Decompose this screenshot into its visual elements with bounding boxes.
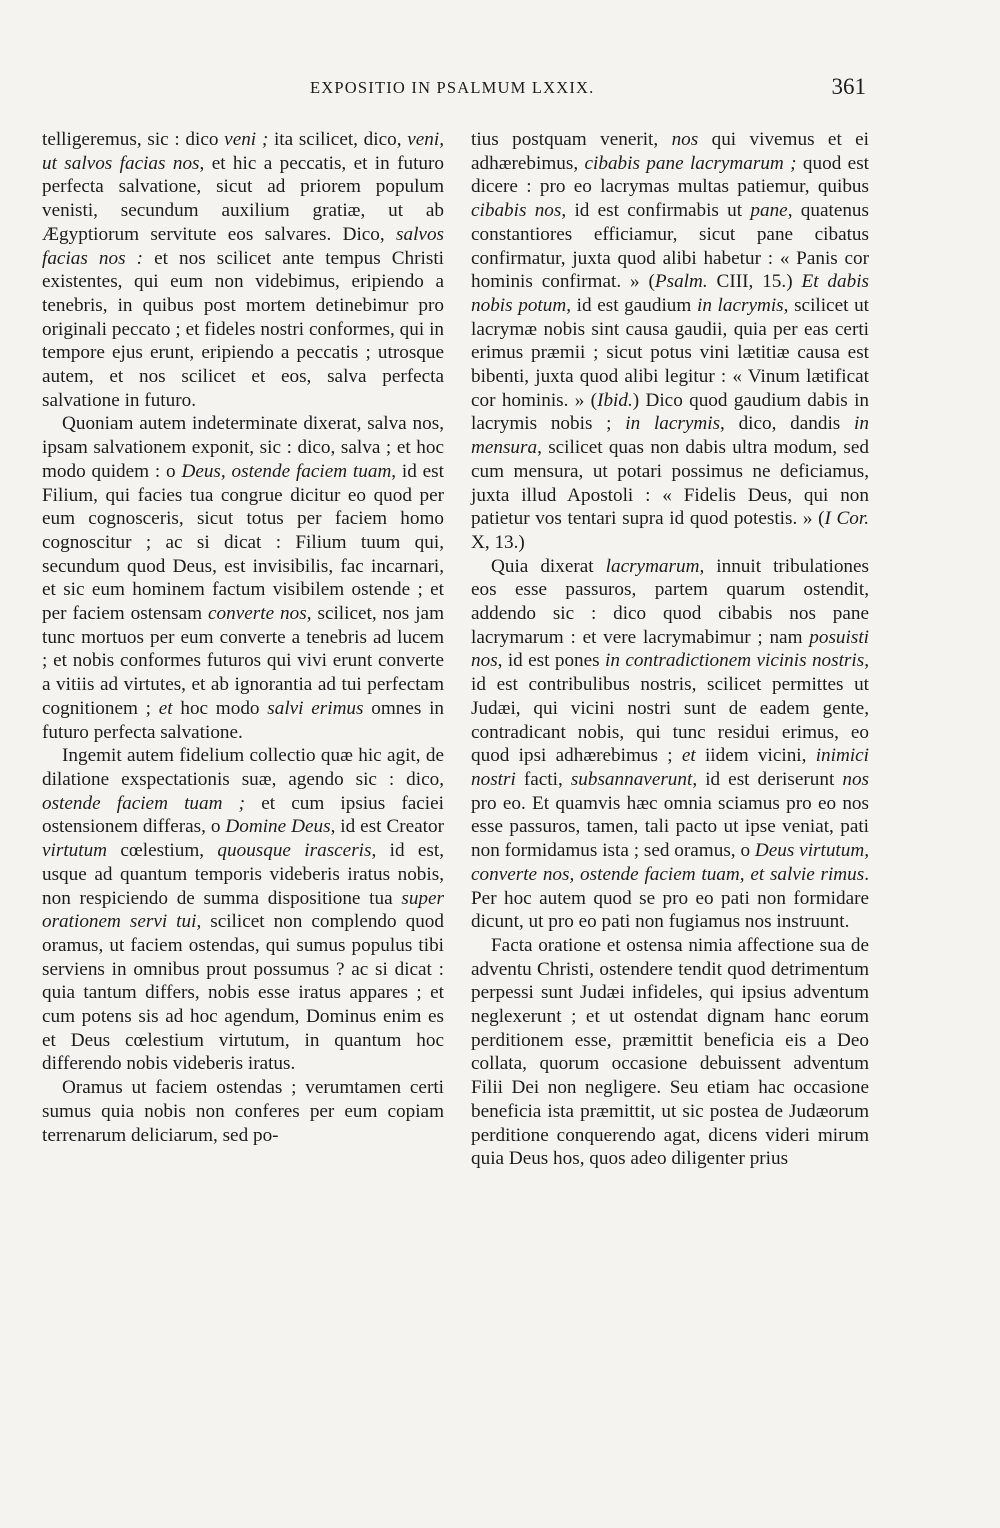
- paragraph: tius postquam venerit, nos qui vivemus et ei adhærebimus, cibabis pane lacrymarum ; quod est dicere : pro eo lacrymas multas patiemur, quibus cibabis nos, id est confirmabis ut pane, quatenus constantiores efficiamur, sicut pane cibatus confirmatur, juxta quod alibi habetur : « Panis cor hominis confirmat. » (Psalm. CIII, 15.) Et dabis nobis potum, id est gaudium in lacrymis, scilicet ut lacrymæ nobis sint causa gaudii, quia per eas certi erimus præmii ; sicut potus vini lætitiæ causa est bibenti, juxta quod alibi legitur : « Vinum lætificat cor hominis. » (Ibid.) Dico quod gaudium dabis in lacrymis nobis ; in lacrymis, dico, dandis in mensura, scilicet quas non dabis ultra modum, sed cum mensura, ut potari possimus ne deficiamus, juxta illud Apostoli : « Fidelis Deus, qui non patietur vos tentari supra id quod potestis. » (I Cor. X, 13.): [471, 129, 870, 553]
- paragraph: Oramus ut faciem ostendas ; verumtamen certi sumus quia nobis non conferes per eum copiam terrenarum deliciarum, sed po-: [42, 1077, 444, 1146]
- paragraph: Quia dixerat lacrymarum, innuit tribulationes eos esse passuros, partem quarum ostendit, addendo sic : dico quod cibabis nos pane lacrymarum : et vere lacrymabimur ; nam posuisti nos, id est pones in contradictionem vicinis nostris, id est contribulibus nostris, scilicet permittes ut Judæi, qui vicini nostri sunt de eadem gente, contradicant nobis, qui tunc residui erimus, eo quod ipsi adhærebimus ; et iidem vicini, inimici nostri facti, subsannaverunt, id est deriserunt nos pro eo. Et quamvis hæc omnia sciamus pro eo nos esse passuros, tamen, tali pacto ut ipse veniat, pati non formidamus ista ; sed oramus, o Deus virtutum, converte nos, ostende faciem tuam, et salvie rimus. Per hoc autem quod se pro eo pati non formidare dicunt, ut pro eo pati non fugiamus nos instruunt.: [471, 555, 869, 933]
- paragraph: telligeremus, sic : dico veni ; ita scilicet, dico, veni, ut salvos facias nos, et hic a peccatis, et in futuro perfecta salvatione, sicut ad priorem populum venisti, secundum auxilium gratiæ, ut ab Ægyptiorum servitute eos salvares. Dico, salvos facias nos : et nos scilicet ante tempus Christi existentes, qui eum non videbimus, eripiendo a tenebris, in quibus post mortem detinebimur pro originali peccato ; et fideles nostri conformes, qui in tempore ejus erunt, eripiendo a peccatis ; utrosque autem, et nos scilicet et eos, salva perfecta salvatione in futuro.: [42, 129, 444, 411]
- running-title: EXPOSITIO IN PSALMUM LXXIX.: [310, 78, 595, 97]
- right-text-column: [471, 128, 869, 1171]
- paragraph: Ingemit autem fidelium collectio quæ hic agit, de dilatione exspectationis suæ, agendo sic : dico, ostende faciem tuam ; et cum ipsius faciei ostensionem differas, o Domine Deus, id est Creator virtutum cœlestium, quousque irasceris, id est, usque ad quantum temporis videberis iratus nobis, non respiciendo de summa dispositione tua super orationem servi tui, scilicet non complendo quod oramus, ut faciem ostendas, qui sumus populus tibi serviens in omnibus prout possumus ? ac si dicat : quia tantum differs, nobis esse iratus appares ; et cum potens sis ad hoc agendum, Dominus enim es et Deus cœlestium virtutum, in quantum hoc differendo nobis videberis iratus.: [42, 745, 445, 1075]
- paragraph: Quoniam autem indeterminate dixerat, salva nos, ipsam salvationem exponit, sic : dico, salva ; et hoc modo quidem : o Deus, ostende faciem tuam, id est Filium, qui facies tua congrue dicitur eo quod per eum cognosceris, sicut totus per faciem homo cognoscitur ; ac si dicat : Filium tuum qui, secundum quod Deus, est invisibilis, fac incarnari, et sic eum hominem factum visibilem ostende ; et per faciem ostensam converte nos, scilicet, nos jam tunc mortuos per eum converte a tenebris ad lucem ; et nobis conformes futuros qui vivi erunt converte a vitiis ad virtutes, et ab ignorantia ad tui perfectam cognitionem ; et hoc modo salvi erimus omnes in futuro perfecta salvatione.: [42, 413, 444, 743]
- left-text-column: [42, 128, 444, 1147]
- paragraph: Facta oratione et ostensa nimia affectione sua de adventu Christi, ostendere tendit quod detrimentum perpessi sunt Judæi infideles, qui ipsius adventum neglexerunt ; et ut ostendat dignam hanc eorum perditionem esse, præmittit beneficia eis a Deo collata, quorum occasione debuissent adventum Filii Dei non negligere. Seu etiam hac occasione beneficia ista præmittit, ut sic postea de Judæorum perditione conquerendo agat, dicens videri mirum quia Deus hos, quos adeo diligenter prius: [471, 934, 869, 1170]
- page-number: 361: [831, 74, 866, 99]
